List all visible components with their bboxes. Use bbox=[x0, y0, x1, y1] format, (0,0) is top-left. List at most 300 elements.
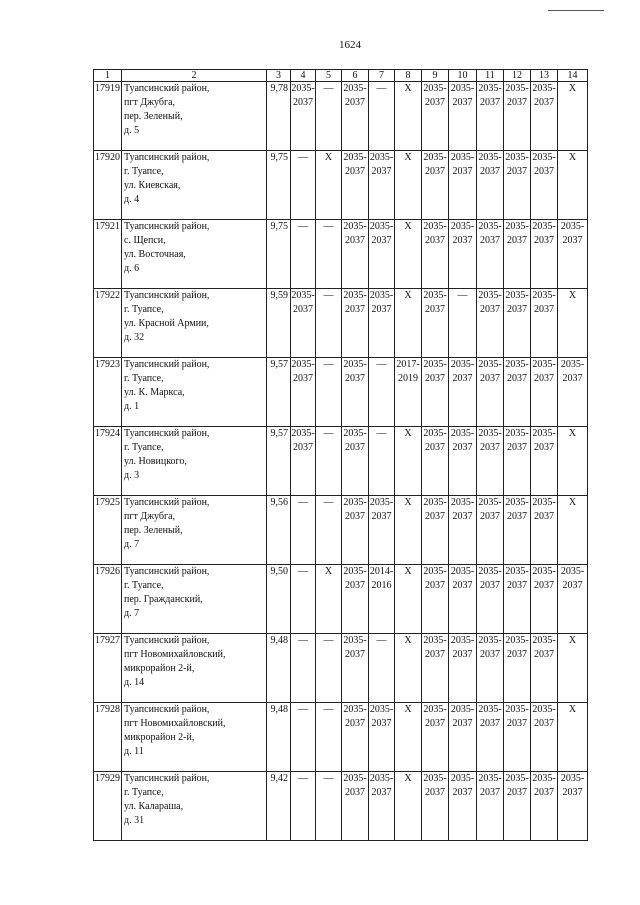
period-cell bbox=[531, 496, 558, 565]
cell-text: 2035- bbox=[343, 221, 367, 232]
cell-text: X bbox=[404, 428, 412, 439]
cell-text: 2037 bbox=[345, 304, 365, 315]
cell-text: 2037 bbox=[293, 304, 313, 315]
period-cell bbox=[369, 151, 395, 220]
cell-text: X bbox=[568, 290, 577, 301]
address-line: Туапсинский район, bbox=[124, 635, 210, 646]
cell-text: 2035- bbox=[532, 704, 556, 715]
period-cell bbox=[291, 496, 316, 565]
period-cell bbox=[395, 634, 422, 703]
period-cell bbox=[449, 427, 477, 496]
cell-text: 2035- bbox=[369, 497, 394, 508]
cell-text: 2035- bbox=[343, 773, 367, 784]
cell-text: 2037 bbox=[507, 442, 527, 453]
cell-text: 2037 bbox=[345, 373, 365, 384]
cell-text: 2035- bbox=[343, 428, 367, 439]
period-cell bbox=[342, 565, 369, 634]
cell-text: 2035- bbox=[423, 290, 447, 301]
cell-text: 2037 bbox=[293, 442, 313, 453]
period-cell bbox=[316, 151, 342, 220]
cell-text: 2035- bbox=[450, 566, 475, 577]
cell-text: — bbox=[323, 221, 334, 232]
cell-text: 2035- bbox=[478, 704, 502, 715]
period-cell bbox=[449, 565, 477, 634]
cell-text: 2037 bbox=[452, 649, 473, 660]
column-header: 4 bbox=[291, 70, 316, 82]
address-cell bbox=[122, 220, 267, 289]
indicator-value: 9,57 bbox=[267, 427, 291, 496]
cell-text: 2037 bbox=[452, 442, 473, 453]
cell-text: — bbox=[323, 635, 334, 646]
cell-text: — bbox=[376, 83, 387, 94]
address-line: Туапсинский район, bbox=[124, 152, 210, 163]
period-cell bbox=[291, 772, 316, 841]
cell-text: 2035- bbox=[505, 359, 529, 370]
cell-text: 2037 bbox=[507, 235, 527, 246]
cell-text: 2035- bbox=[423, 83, 447, 94]
period-cell bbox=[291, 427, 316, 496]
cell-text: 2037 bbox=[507, 649, 527, 660]
address-line: ул. Восточная, bbox=[124, 249, 186, 260]
address-line: д. 7 bbox=[124, 539, 140, 550]
column-header: 10 bbox=[449, 70, 477, 82]
cell-text: X bbox=[404, 290, 412, 301]
period-cell bbox=[531, 427, 558, 496]
cell-text: 2035- bbox=[478, 566, 502, 577]
address-line: пгт Джубга, bbox=[124, 511, 176, 522]
address-cell bbox=[122, 565, 267, 634]
cell-text: — bbox=[457, 290, 468, 301]
period-cell bbox=[449, 772, 477, 841]
cell-text: 2035- bbox=[505, 290, 529, 301]
column-header: 8 bbox=[395, 70, 422, 82]
period-cell bbox=[316, 358, 342, 427]
cell-text: 2035- bbox=[423, 152, 447, 163]
period-cell bbox=[504, 703, 531, 772]
period-cell bbox=[477, 634, 504, 703]
period-cell bbox=[531, 634, 558, 703]
period-cell bbox=[369, 82, 395, 151]
table-row bbox=[94, 703, 588, 772]
row-number: 17923 bbox=[94, 358, 122, 427]
cell-text: 2035- bbox=[450, 221, 475, 232]
cell-text: 2037 bbox=[534, 580, 554, 591]
cell-text: 2035- bbox=[532, 290, 556, 301]
period-cell bbox=[504, 772, 531, 841]
cell-text: 2037 bbox=[480, 442, 500, 453]
period-cell bbox=[369, 358, 395, 427]
cell-text: 2035- bbox=[560, 773, 585, 784]
cell-text: 2037 bbox=[534, 718, 554, 729]
page-number: 1624 bbox=[339, 39, 361, 51]
cell-text: — bbox=[323, 359, 334, 370]
cell-text: 2035- bbox=[478, 773, 502, 784]
table-row bbox=[94, 82, 588, 151]
period-cell bbox=[558, 496, 588, 565]
cell-text: 2037 bbox=[452, 166, 473, 177]
address-line: ул. К. Маркса, bbox=[124, 387, 185, 398]
cell-text: 2037 bbox=[425, 718, 445, 729]
address-cell bbox=[122, 703, 267, 772]
period-cell bbox=[369, 565, 395, 634]
cell-text: 2035- bbox=[532, 152, 556, 163]
cell-text: 2037 bbox=[480, 580, 500, 591]
row-number: 17919 bbox=[94, 82, 122, 151]
indicator-value: 9,57 bbox=[267, 358, 291, 427]
cell-text: 2037 bbox=[507, 787, 527, 798]
cell-text: 2037 bbox=[534, 304, 554, 315]
address-cell bbox=[122, 82, 267, 151]
cell-text: 2035- bbox=[478, 83, 502, 94]
address-line: Туапсинский район, bbox=[124, 83, 210, 94]
table-row bbox=[94, 151, 588, 220]
period-cell bbox=[477, 220, 504, 289]
period-cell bbox=[316, 289, 342, 358]
cell-text: 2037 bbox=[452, 373, 473, 384]
cell-text: 2035- bbox=[291, 83, 315, 94]
cell-text: 2037 bbox=[425, 97, 445, 108]
cell-text: 2037 bbox=[293, 97, 313, 108]
cell-text: 2035- bbox=[505, 83, 529, 94]
period-cell bbox=[558, 289, 588, 358]
cell-text: 2035- bbox=[450, 704, 475, 715]
cell-text: 2035- bbox=[423, 635, 447, 646]
period-cell bbox=[504, 82, 531, 151]
period-cell bbox=[449, 703, 477, 772]
column-header: 14 bbox=[558, 70, 588, 82]
cell-text: 2037 bbox=[507, 580, 527, 591]
period-cell bbox=[369, 496, 395, 565]
cell-text: 2035- bbox=[369, 773, 394, 784]
period-cell bbox=[531, 358, 558, 427]
period-cell bbox=[342, 151, 369, 220]
cell-text: X bbox=[404, 773, 412, 784]
cell-text: 2037 bbox=[371, 166, 392, 177]
cell-text: 2037 bbox=[480, 304, 500, 315]
period-cell bbox=[477, 82, 504, 151]
table-row bbox=[94, 496, 588, 565]
cell-text: 2035- bbox=[532, 566, 556, 577]
cell-text: X bbox=[404, 635, 412, 646]
address-line: д. 11 bbox=[124, 746, 144, 757]
cell-text: — bbox=[323, 497, 334, 508]
period-cell bbox=[291, 634, 316, 703]
period-cell bbox=[342, 358, 369, 427]
period-cell bbox=[558, 772, 588, 841]
cell-text: 2035- bbox=[343, 635, 367, 646]
cell-text: 2037 bbox=[371, 304, 392, 315]
cell-text: 2035- bbox=[478, 290, 502, 301]
period-cell bbox=[449, 634, 477, 703]
address-line: с. Щепси, bbox=[124, 235, 166, 246]
period-cell bbox=[531, 82, 558, 151]
period-cell bbox=[531, 772, 558, 841]
cell-text: 2037 bbox=[480, 373, 500, 384]
cell-text: 2035- bbox=[505, 152, 529, 163]
cell-text: 2037 bbox=[371, 511, 392, 522]
address-line: г. Туапсе, bbox=[124, 580, 164, 591]
cell-text: 2037 bbox=[425, 235, 445, 246]
period-cell bbox=[422, 496, 449, 565]
address-cell bbox=[122, 634, 267, 703]
cell-text: 2035- bbox=[450, 635, 475, 646]
cell-text: 2037 bbox=[534, 649, 554, 660]
period-cell bbox=[422, 427, 449, 496]
cell-text: 2035- bbox=[505, 221, 529, 232]
address-line: Туапсинский район, bbox=[124, 428, 210, 439]
cell-text: 2035- bbox=[291, 290, 315, 301]
column-header: 2 bbox=[122, 70, 267, 82]
cell-text: 2037 bbox=[293, 373, 313, 384]
cell-text: 2035- bbox=[343, 497, 367, 508]
cell-text: 2035- bbox=[478, 428, 502, 439]
cell-text: 2035- bbox=[369, 221, 394, 232]
cell-text: 2035- bbox=[423, 566, 447, 577]
cell-text: 2037 bbox=[562, 787, 583, 798]
cell-text: 2037 bbox=[534, 97, 554, 108]
cell-text: — bbox=[298, 635, 308, 646]
period-cell bbox=[369, 703, 395, 772]
header-rule bbox=[548, 10, 604, 11]
row-number: 17921 bbox=[94, 220, 122, 289]
period-cell bbox=[342, 634, 369, 703]
cell-text: 2037 bbox=[452, 235, 473, 246]
column-header: 12 bbox=[504, 70, 531, 82]
cell-text: 2037 bbox=[534, 235, 554, 246]
cell-text: 2014- bbox=[369, 566, 394, 577]
cell-text: X bbox=[404, 83, 412, 94]
cell-text: 2037 bbox=[425, 166, 445, 177]
cell-text: 2037 bbox=[480, 718, 500, 729]
period-cell bbox=[477, 703, 504, 772]
cell-text: X bbox=[324, 152, 333, 163]
cell-text: 2035- bbox=[450, 83, 475, 94]
address-line: д. 32 bbox=[124, 332, 145, 343]
address-line: микрорайон 2-й, bbox=[124, 732, 195, 743]
column-header: 1 bbox=[94, 70, 122, 82]
period-cell bbox=[395, 82, 422, 151]
cell-text: 2035- bbox=[343, 83, 367, 94]
period-cell bbox=[477, 772, 504, 841]
period-cell bbox=[342, 703, 369, 772]
cell-text: 2035- bbox=[560, 566, 585, 577]
address-line: д. 5 bbox=[124, 125, 140, 136]
row-number: 17927 bbox=[94, 634, 122, 703]
period-cell bbox=[316, 427, 342, 496]
cell-text: 2035- bbox=[505, 704, 529, 715]
address-line: ул. Новицкого, bbox=[124, 456, 187, 467]
cell-text: 2037 bbox=[371, 235, 392, 246]
cell-text: 2037 bbox=[534, 166, 554, 177]
cell-text: — bbox=[376, 635, 387, 646]
cell-text: X bbox=[404, 566, 412, 577]
cell-text: 2035- bbox=[369, 290, 394, 301]
cell-text: 2037 bbox=[452, 787, 473, 798]
cell-text: — bbox=[376, 359, 387, 370]
period-cell bbox=[504, 634, 531, 703]
address-line: Туапсинский район, bbox=[124, 290, 210, 301]
cell-text: 2035- bbox=[423, 359, 447, 370]
cell-text: — bbox=[298, 152, 308, 163]
period-cell bbox=[449, 151, 477, 220]
period-cell bbox=[504, 427, 531, 496]
address-cell bbox=[122, 289, 267, 358]
cell-text: 2035- bbox=[532, 83, 556, 94]
period-cell bbox=[316, 772, 342, 841]
cell-text: 2035- bbox=[343, 152, 367, 163]
cell-text: X bbox=[404, 497, 412, 508]
period-cell bbox=[477, 565, 504, 634]
cell-text: 2037 bbox=[534, 442, 554, 453]
period-cell bbox=[291, 82, 316, 151]
period-cell bbox=[558, 358, 588, 427]
cell-text: 2037 bbox=[452, 718, 473, 729]
row-number: 17929 bbox=[94, 772, 122, 841]
table-row bbox=[94, 220, 588, 289]
cell-text: 2035- bbox=[343, 290, 367, 301]
period-cell bbox=[558, 220, 588, 289]
address-line: г. Туапсе, bbox=[124, 373, 164, 384]
period-cell bbox=[477, 151, 504, 220]
address-line: пгт Джубга, bbox=[124, 97, 176, 108]
cell-text: 2035- bbox=[505, 635, 529, 646]
cell-text: 2037 bbox=[480, 166, 500, 177]
period-cell bbox=[422, 289, 449, 358]
row-number: 17924 bbox=[94, 427, 122, 496]
address-line: Туапсинский район, bbox=[124, 566, 210, 577]
column-header: 6 bbox=[342, 70, 369, 82]
period-cell bbox=[291, 151, 316, 220]
period-cell bbox=[316, 634, 342, 703]
period-cell bbox=[449, 358, 477, 427]
address-line: пгт Новомихайловский, bbox=[124, 718, 226, 729]
cell-text: 2037 bbox=[345, 442, 365, 453]
cell-text: X bbox=[404, 221, 412, 232]
address-line: д. 3 bbox=[124, 470, 140, 481]
period-cell bbox=[504, 289, 531, 358]
cell-text: 2035- bbox=[505, 773, 529, 784]
address-line: Туапсинский район, bbox=[124, 704, 210, 715]
address-line: д. 31 bbox=[124, 815, 145, 826]
period-cell bbox=[316, 565, 342, 634]
cell-text: 2035- bbox=[532, 635, 556, 646]
cell-text: — bbox=[376, 428, 387, 439]
period-cell bbox=[369, 772, 395, 841]
row-number: 17920 bbox=[94, 151, 122, 220]
indicator-value: 9,78 bbox=[267, 82, 291, 151]
period-cell bbox=[422, 772, 449, 841]
row-number: 17926 bbox=[94, 565, 122, 634]
period-cell bbox=[395, 496, 422, 565]
cell-text: 2035- bbox=[532, 359, 556, 370]
cell-text: 2035- bbox=[505, 497, 529, 508]
cell-text: 2037 bbox=[345, 718, 365, 729]
address-line: Туапсинский район, bbox=[124, 221, 210, 232]
cell-text: 2035- bbox=[343, 566, 367, 577]
cell-text: 2037 bbox=[480, 235, 500, 246]
period-cell bbox=[342, 289, 369, 358]
cell-text: 2037 bbox=[562, 235, 583, 246]
cell-text: X bbox=[568, 428, 577, 439]
period-cell bbox=[504, 358, 531, 427]
indicator-value: 9,75 bbox=[267, 220, 291, 289]
address-line: г. Туапсе, bbox=[124, 166, 164, 177]
cell-text: — bbox=[298, 497, 308, 508]
period-cell bbox=[422, 703, 449, 772]
cell-text: 2037 bbox=[345, 166, 365, 177]
indicator-value: 9,59 bbox=[267, 289, 291, 358]
period-cell bbox=[291, 220, 316, 289]
address-line: пгт Новомихайловский, bbox=[124, 649, 226, 660]
cell-text: 2035- bbox=[450, 152, 475, 163]
period-cell bbox=[422, 151, 449, 220]
period-cell bbox=[342, 772, 369, 841]
cell-text: 2037 bbox=[480, 511, 500, 522]
period-cell bbox=[291, 289, 316, 358]
cell-text: 2037 bbox=[371, 787, 392, 798]
cell-text: 2035- bbox=[291, 428, 315, 439]
address-line: ул. Киевская, bbox=[124, 180, 181, 191]
period-cell bbox=[395, 358, 422, 427]
address-cell bbox=[122, 358, 267, 427]
cell-text: 2035- bbox=[291, 359, 315, 370]
cell-text: 2035- bbox=[343, 704, 367, 715]
cell-text: 2035- bbox=[478, 497, 502, 508]
cell-text: — bbox=[323, 773, 334, 784]
column-header: 3 bbox=[267, 70, 291, 82]
period-cell bbox=[422, 82, 449, 151]
address-cell bbox=[122, 427, 267, 496]
period-cell bbox=[504, 151, 531, 220]
period-cell bbox=[531, 565, 558, 634]
cell-text: 2035- bbox=[423, 773, 447, 784]
period-cell bbox=[316, 703, 342, 772]
cell-text: 2037 bbox=[425, 442, 445, 453]
cell-text: 2037 bbox=[480, 787, 500, 798]
period-cell bbox=[477, 358, 504, 427]
address-line: микрорайон 2-й, bbox=[124, 663, 195, 674]
cell-text: X bbox=[568, 83, 577, 94]
registry-table bbox=[93, 69, 588, 841]
cell-text: 2037 bbox=[425, 304, 445, 315]
period-cell bbox=[395, 220, 422, 289]
period-cell bbox=[422, 358, 449, 427]
cell-text: 2035- bbox=[423, 428, 447, 439]
cell-text: 2035- bbox=[478, 152, 502, 163]
period-cell bbox=[558, 634, 588, 703]
period-cell bbox=[291, 358, 316, 427]
cell-text: 2035- bbox=[478, 635, 502, 646]
address-line: д. 1 bbox=[124, 401, 140, 412]
address-line: пер. Зеленый, bbox=[124, 111, 183, 122]
period-cell bbox=[531, 289, 558, 358]
cell-text: 2037 bbox=[345, 97, 365, 108]
cell-text: X bbox=[568, 497, 577, 508]
period-cell bbox=[342, 220, 369, 289]
table-row bbox=[94, 772, 588, 841]
period-cell bbox=[449, 496, 477, 565]
cell-text: 2037 bbox=[345, 235, 365, 246]
period-cell bbox=[369, 220, 395, 289]
address-cell bbox=[122, 151, 267, 220]
cell-text: 2016 bbox=[371, 580, 392, 591]
address-line: д. 14 bbox=[124, 677, 145, 688]
cell-text: 2037 bbox=[507, 373, 527, 384]
cell-text: 2035- bbox=[478, 221, 502, 232]
cell-text: 2035- bbox=[423, 704, 447, 715]
period-cell bbox=[531, 703, 558, 772]
cell-text: 2037 bbox=[480, 97, 500, 108]
